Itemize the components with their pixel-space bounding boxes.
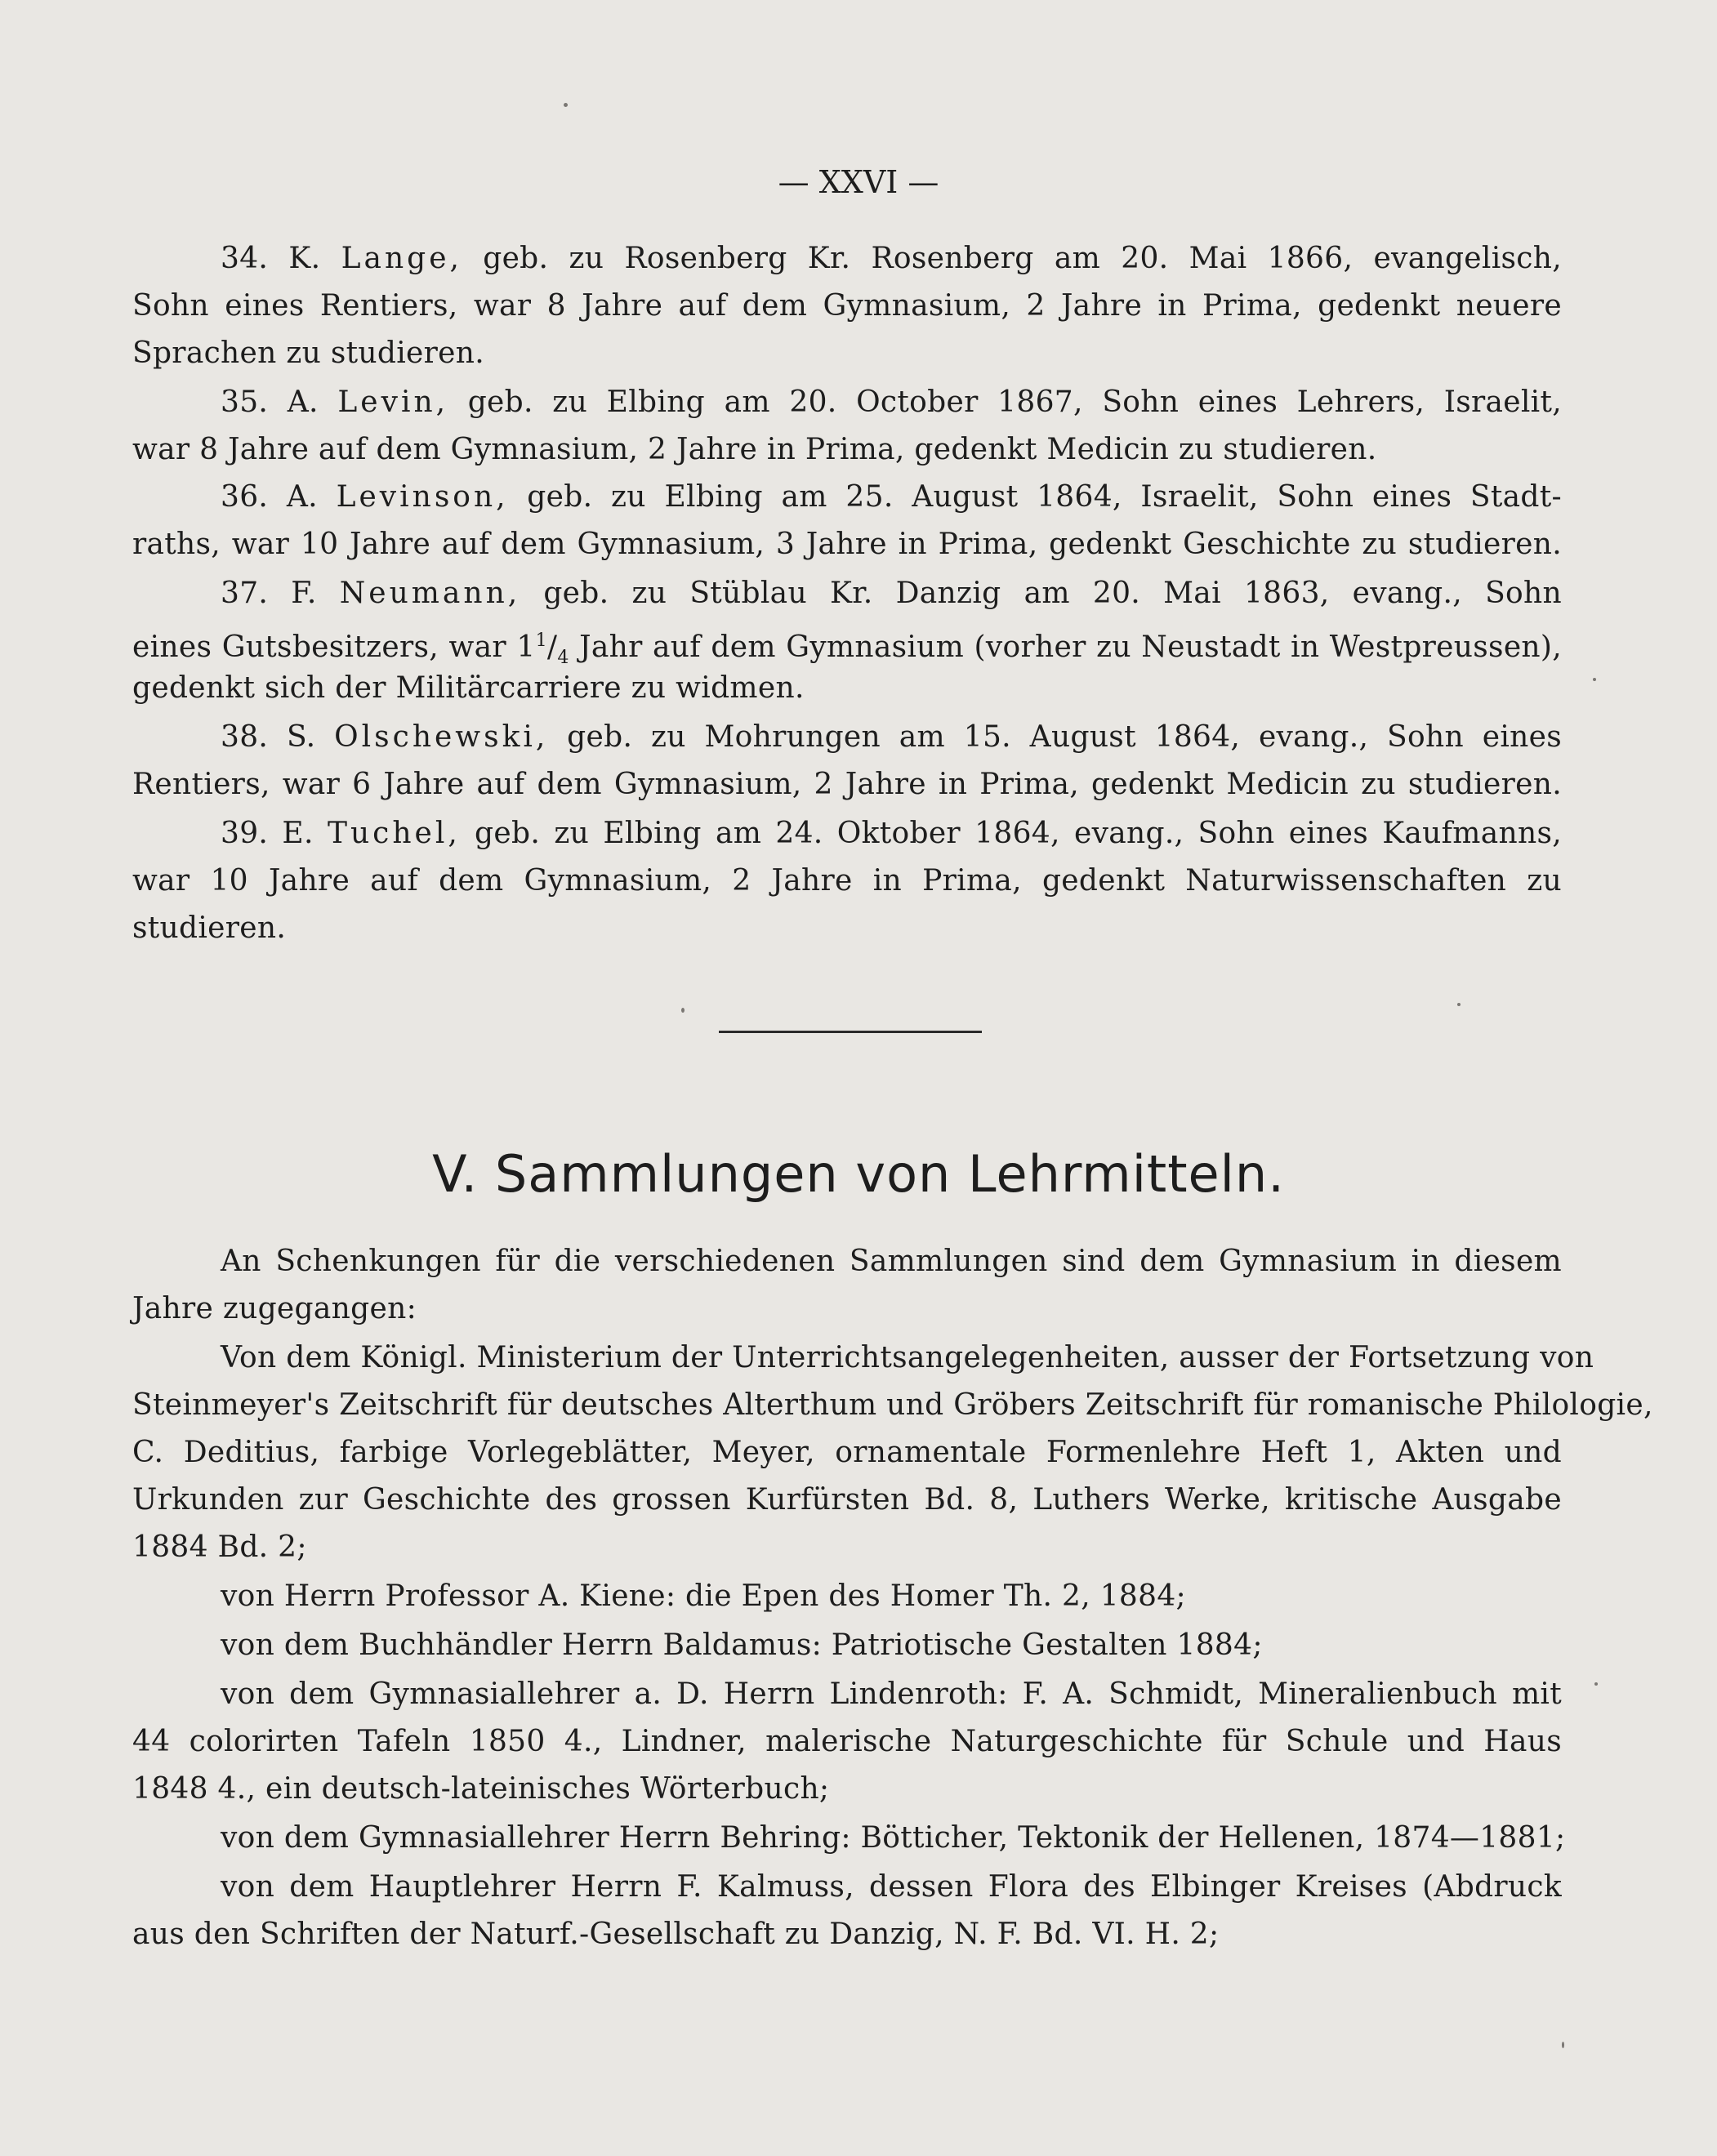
entry-number: 35.	[221, 385, 269, 419]
entry-number: 36.	[221, 480, 269, 514]
entry-35-line-1	[221, 382, 1562, 423]
entry-initial: S.	[286, 720, 316, 754]
entry-38-line-2: Rentiers, war 6 Jahre auf dem Gymnasium, 2 Jahre in Prima, gedenkt Medicin zu studieren.	[132, 768, 1562, 801]
entry-text: geb. zu Elbing am 25. August 1864, Israelit, Sohn eines Stadt-	[527, 480, 1562, 514]
entry-37-line-1	[221, 573, 1562, 614]
page-number: — XXVI —	[778, 164, 939, 200]
paper-speck	[1562, 2042, 1564, 2048]
entry-text: Jahr auf dem Gymnasium (vorher zu Neustadt in Westpreussen),	[579, 630, 1562, 664]
section-line-14: von dem Hauptlehrer Herrn F. Kalmuss, dessen Flora des Elbinger Kreises (Abdruck	[221, 1870, 1562, 1904]
entry-number: 39.	[221, 817, 269, 850]
section-heading: V. Sammlungen von Lehrmitteln.	[432, 1144, 1285, 1204]
section-line-6: Urkunden zur Geschichte des grossen Kurfürsten Bd. 8, Luthers Werke, kritische Ausgabe	[132, 1483, 1562, 1517]
section-line-1: An Schenkungen für die verschiedenen Sammlungen sind dem Gymnasium in diesem	[221, 1245, 1562, 1278]
entry-34-line-2: Sohn eines Rentiers, war 8 Jahre auf dem Gymnasium, 2 Jahre in Prima, gedenkt neuere	[132, 289, 1562, 323]
paper-speck	[564, 103, 568, 107]
entry-initial: K.	[288, 242, 321, 275]
entry-name: Levinson,	[336, 480, 509, 514]
entry-text: eines Gutsbesitzers, war	[132, 630, 506, 664]
entry-text: geb. zu Elbing am 20. October 1867, Sohn eines Lehrers, Israelit,	[467, 385, 1563, 419]
entry-name: Lange,	[341, 242, 462, 275]
entry-36-line-2: raths, war 10 Jahre auf dem Gymnasium, 3 Jahre in Prima, gedenkt Geschichte zu studieren.	[132, 528, 1562, 561]
fraction-one-and-quarter: $1^1/_4$	[516, 630, 569, 669]
entry-35-line-2: war 8 Jahre auf dem Gymnasium, 2 Jahre in Prima, gedenkt Medicin zu studieren.	[132, 433, 1377, 466]
entry-39-line-3: studieren.	[132, 911, 287, 945]
entry-name: Neumann,	[339, 577, 521, 610]
section-divider	[719, 1031, 982, 1033]
section-line-11: 44 colorirten Tafeln 1850 4., Lindner, malerische Naturgeschichte für Schule und Haus	[132, 1725, 1562, 1758]
entry-initial: F.	[291, 577, 317, 610]
entry-36-line-1	[221, 477, 1562, 518]
entry-text: geb. zu Stüblau Kr. Danzig am 20. Mai 1863, evang., Sohn	[543, 577, 1562, 610]
entry-initial: A.	[287, 385, 319, 419]
entry-34-line-1	[221, 238, 1562, 279]
section-line-5: C. Deditius, farbige Vorlegeblätter, Meyer, ornamentale Formenlehre Heft 1, Akten und	[132, 1436, 1562, 1469]
entry-name: Tuchel,	[327, 817, 461, 850]
entry-37-line-3: gedenkt sich der Militärcarriere zu widmen.	[132, 671, 805, 705]
section-line-13: von dem Gymnasiallehrer Herrn Behring: Bötticher, Tektonik der Hellenen, 1874—1881;	[221, 1821, 1566, 1855]
entry-39-line-1	[221, 813, 1562, 854]
section-line-2: Jahre zugegangen:	[132, 1292, 417, 1325]
entry-text: geb. zu Mohrungen am 15. August 1864, evang., Sohn eines	[567, 720, 1562, 754]
paper-speck	[1457, 1003, 1461, 1006]
paper-speck	[1594, 1682, 1598, 1686]
entry-37-line-2	[132, 621, 1562, 669]
section-line-10: von dem Gymnasiallehrer a. D. Herrn Lindenroth: F. A. Schmidt, Mineralienbuch mit	[221, 1677, 1562, 1711]
paper-speck	[681, 1008, 685, 1013]
entry-number: 38.	[221, 720, 269, 754]
entry-name: Levin,	[337, 385, 449, 419]
section-line-8: von Herrn Professor A. Kiene: die Epen des Homer Th. 2, 1884;	[221, 1579, 1186, 1613]
section-line-12: 1848 4., ein deutsch-lateinisches Wörterbuch;	[132, 1772, 830, 1806]
entry-number: 37.	[221, 577, 269, 610]
entry-34-line-3: Sprachen zu studieren.	[132, 336, 484, 370]
entry-initial: A.	[286, 480, 318, 514]
section-line-15: aus den Schriften der Naturf.-Gesellschaft zu Danzig, N. F. Bd. VI. H. 2;	[132, 1918, 1220, 1951]
section-line-7: 1884 Bd. 2;	[132, 1530, 307, 1564]
paper-speck	[1593, 678, 1596, 681]
entry-text: geb. zu Rosenberg Kr. Rosenberg am 20. Mai 1866, evangelisch,	[483, 242, 1562, 275]
entry-initial: E.	[282, 817, 314, 850]
section-line-3: Von dem Königl. Ministerium der Unterrichtsangelegenheiten, ausser der Fortsetzung von	[221, 1341, 1594, 1374]
section-line-4: Steinmeyer's Zeitschrift für deutsches Alterthum und Gröbers Zeitschrift für romanische Philologie,	[132, 1388, 1653, 1422]
section-line-9: von dem Buchhändler Herrn Baldamus: Patriotische Gestalten 1884;	[221, 1628, 1263, 1662]
entry-text: geb. zu Elbing am 24. Oktober 1864, evang., Sohn eines Kaufmanns,	[475, 817, 1562, 850]
entry-number: 34.	[221, 242, 269, 275]
entry-39-line-2: war 10 Jahre auf dem Gymnasium, 2 Jahre in Prima, gedenkt Naturwissenschaften zu	[132, 864, 1562, 898]
entry-name: Olschewski,	[334, 720, 549, 754]
entry-38-line-1	[221, 717, 1562, 758]
